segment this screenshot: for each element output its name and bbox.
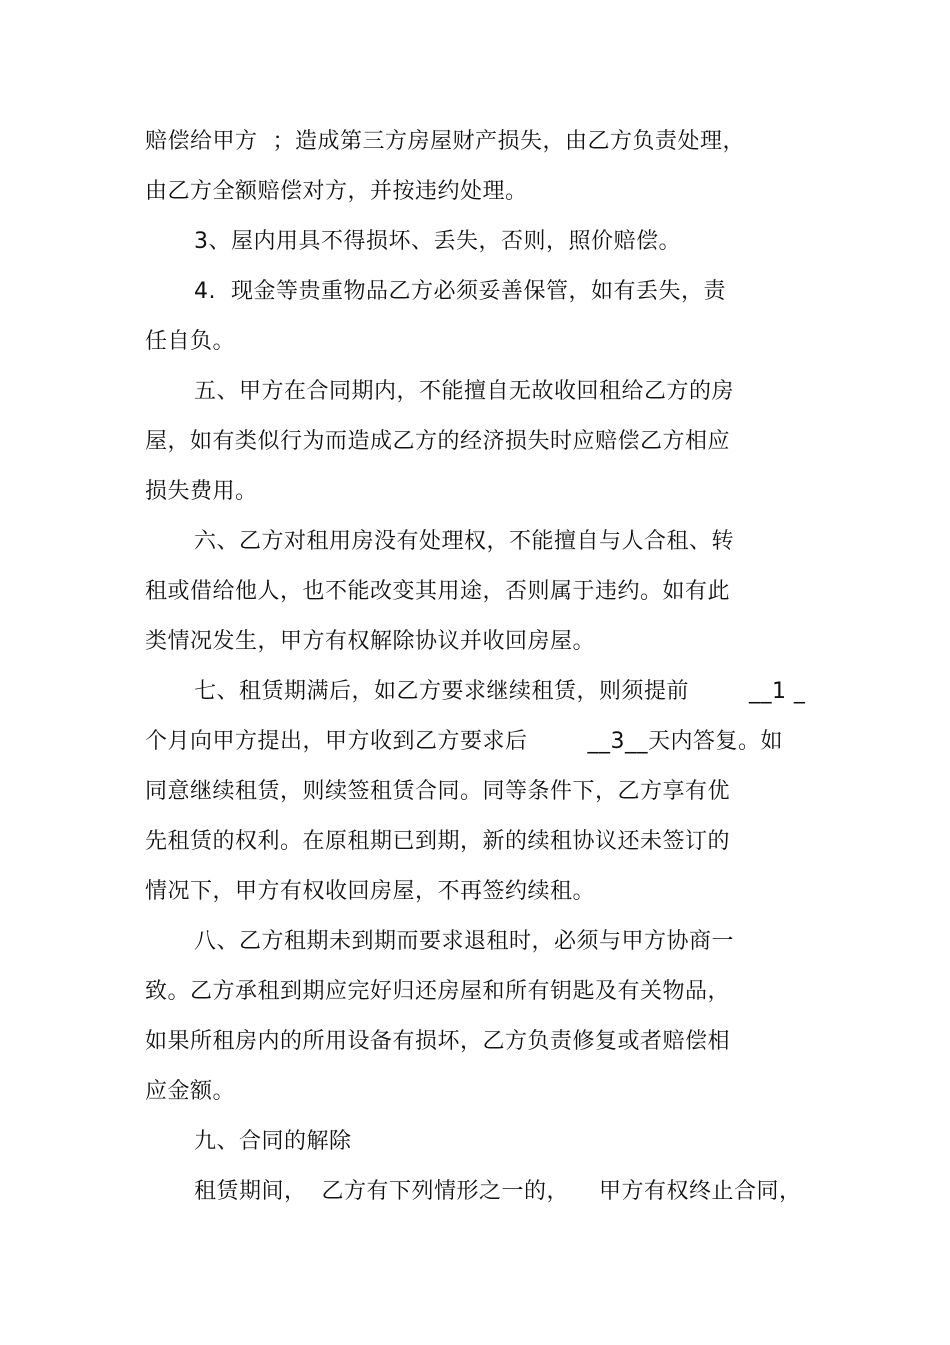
text-line: 类情况发生，甲方有权解除协议并收回房屋。 <box>145 629 596 654</box>
text-line: 租赁期间， 乙方有下列情形之一的， 甲方有权终止合同， <box>194 1179 802 1204</box>
text-line: 3、屋内用具不得损坏、丢失，否则，照价赔偿。 <box>194 229 681 254</box>
text-line: 个月向甲方提出，甲方收到乙方要求后 __3__天内答复。如 <box>145 729 783 754</box>
text-line: 五、甲方在合同期内，不能擅自无故收回租给乙方的房 <box>194 379 735 404</box>
text-line: 应金额。 <box>145 1079 236 1104</box>
text-line: 情况下，甲方有权收回房屋，不再签约续租。 <box>145 879 596 904</box>
text-line: 九、合同的解除 <box>194 1129 352 1154</box>
text-line: 屋，如有类似行为而造成乙方的经济损失时应赔偿乙方相应 <box>145 429 731 454</box>
text-line: 损失费用。 <box>145 479 258 504</box>
text-line: 先租赁的权利。在原租期已到期，新的续租协议还未签订的 <box>145 829 731 854</box>
text-line: 任自负。 <box>145 329 236 354</box>
text-line: 租或借给他人，也不能改变其用途，否则属于违约。如有此 <box>145 579 731 604</box>
text-line: 七、租赁期满后，如乙方要求继续租赁，则须提前 __1 _ <box>194 679 806 704</box>
text-line: 4. 现金等贵重物品乙方必须妥善保管，如有丢失，责 <box>194 279 726 304</box>
text-line: 赔偿给甲方 ；造成第三方房屋财产损失，由乙方负责处理， <box>145 129 745 154</box>
text-line: 八、乙方租期未到期而要求退租时，必须与甲方协商一 <box>194 929 735 954</box>
text-line: 由乙方全额赔偿对方，并按违约处理。 <box>145 179 528 204</box>
text-line: 同意继续租赁，则续签租赁合同。同等条件下，乙方享有优 <box>145 779 731 804</box>
text-line: 致。乙方承租到期应完好归还房屋和所有钥匙及有关物品， <box>145 979 731 1004</box>
text-line: 如果所租房内的所用设备有损坏，乙方负责修复或者赔偿相 <box>145 1029 731 1054</box>
text-line: 六、乙方对租用房没有处理权，不能擅自与人合租、转 <box>194 529 735 554</box>
